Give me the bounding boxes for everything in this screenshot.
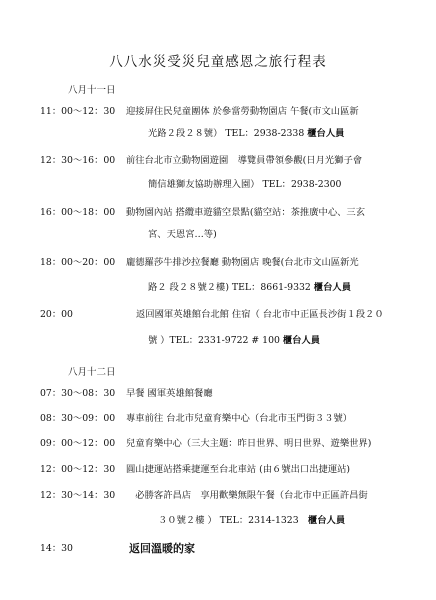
time: 12：30～14：30 (40, 490, 116, 501)
schedule-row (40, 202, 430, 224)
desc-cont-text: 光路２段２８號） TEL：2938-2338 (148, 128, 308, 139)
day2-label: 八月十二日 (68, 367, 116, 378)
desc-cont-bold: 櫃台人員 (313, 282, 351, 293)
schedule-row (40, 304, 430, 326)
schedule-row (40, 252, 430, 274)
time: 16：00～18：00 (40, 207, 116, 218)
end-text: 返回溫暖的家 (129, 542, 195, 555)
desc-cont-text: 宮、天恩宮…等) (148, 229, 217, 240)
desc-cont-text: 號 ）TEL：2331-9722 # 100 (148, 335, 283, 346)
schedule-row (40, 383, 430, 405)
time: 07：30～08：30 (40, 388, 116, 399)
schedule-row (40, 150, 430, 172)
schedule-row (40, 101, 430, 123)
desc-continued (148, 224, 217, 246)
schedule-row (40, 408, 430, 430)
page-title: 八八水災受災兒童感恩之旅行程表 (109, 54, 327, 70)
desc-continued (148, 277, 351, 299)
schedule-row (40, 433, 430, 455)
desc: 必勝客許昌店 享用歡樂無限午餐（台北市中正區許昌街 (126, 490, 368, 501)
schedule-row (40, 485, 430, 507)
end-time: 14：30 (40, 543, 73, 554)
desc: 前往台北市立動物園遊園 導覽員帶領參觀(日月光獅子會 (126, 155, 363, 166)
desc: 早餐 國軍英雄館餐廳 (126, 388, 213, 399)
day1-label: 八月十一日 (68, 85, 116, 96)
desc-continued (158, 510, 345, 532)
desc-cont-text: ３０號２樓 ） TEL：2314-1323 (158, 515, 308, 526)
desc: 專車前往 台北市兒童育樂中心（台北市玉門街３３號） (126, 413, 353, 424)
desc: 龐德羅莎牛排沙拉餐廳 動物園店 晚餐(台北市文山區新光 (126, 257, 359, 268)
desc-cont-bold: 櫃台人員 (307, 515, 346, 526)
desc-cont-bold: 櫃台人員 (307, 128, 345, 139)
time: 11：00～12：30 (40, 106, 116, 117)
desc-continued (148, 174, 341, 196)
time: 08：30～09：00 (40, 413, 116, 424)
desc-cont-text: 簡信雄獅友協助辦理入園） TEL：2938-2300 (148, 179, 342, 190)
time: 09：00～12：00 (40, 438, 116, 449)
time: 12：00～12：30 (40, 464, 116, 475)
desc: 迎接屏住民兒童團体 於參當勞動物園店 午餐(市文山區新 (126, 106, 359, 117)
desc-continued (148, 123, 344, 145)
schedule-row (40, 459, 430, 481)
desc-cont-bold: 櫃台人員 (282, 335, 321, 346)
desc: 返回國軍英雄館台北館 住宿（ 台北市中正區長沙街１段２０ (136, 309, 384, 320)
desc: 兒童育樂中心（三大主題：昨日世界、明日世界、遊樂世界) (126, 438, 372, 449)
desc-cont-text: 路２ 段２８號２樓) TEL：8661-9332 (148, 282, 314, 293)
desc: 動物園內站 搭纜車遊貓空景點(貓空站：茶推廣中心、三玄 (126, 207, 366, 218)
desc-continued (148, 330, 320, 352)
time: 20：00 (40, 309, 73, 320)
time: 12：30～16：00 (40, 155, 116, 166)
end-row (40, 538, 430, 560)
time: 18：00～20：00 (40, 257, 116, 268)
desc: 圓山捷運站搭乘捷運至台北車站 (由６號出口出捷運站) (126, 464, 351, 475)
